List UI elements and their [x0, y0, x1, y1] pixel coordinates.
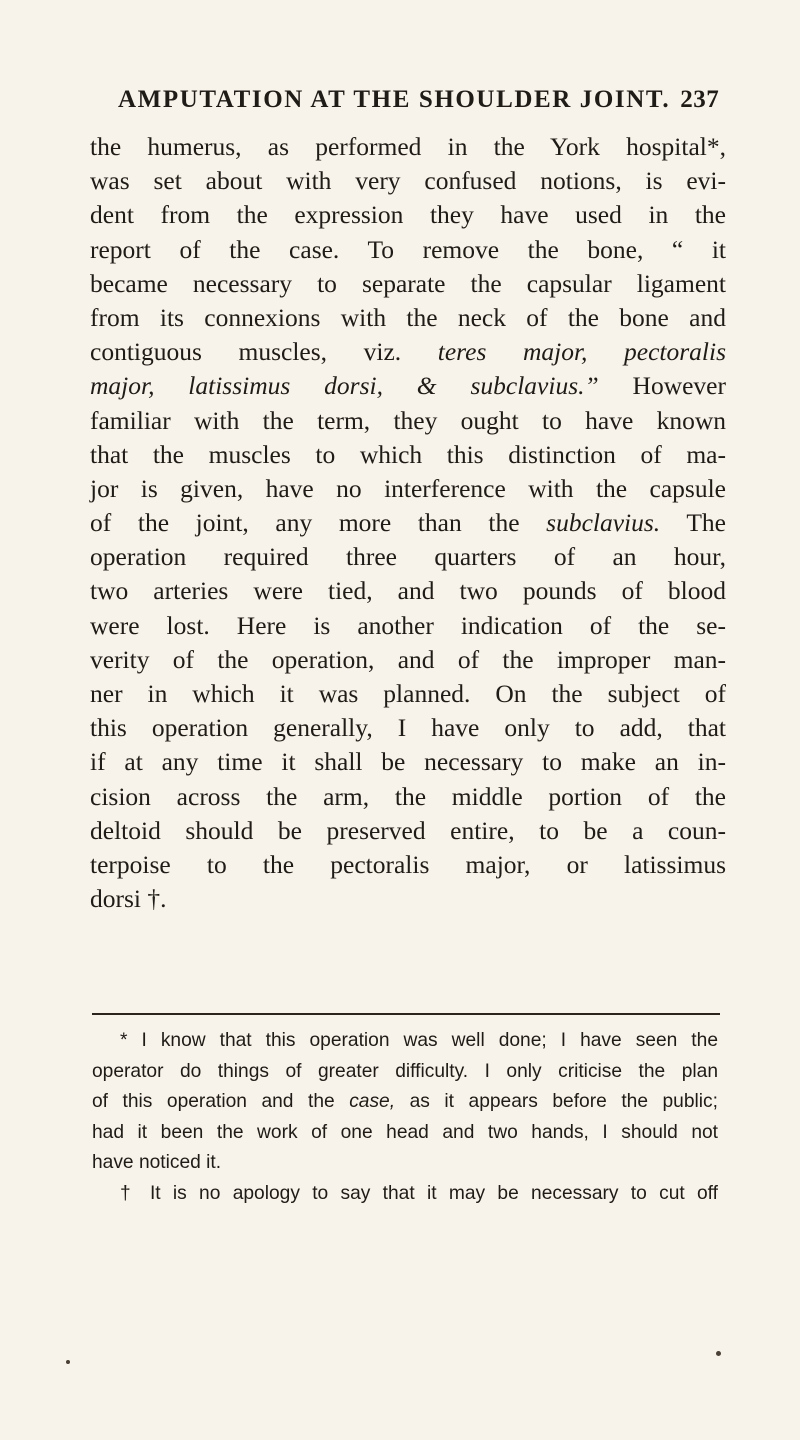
- text-line: dent from the expression they have used in the: [90, 200, 726, 230]
- text-span: The: [686, 508, 727, 538]
- footnote-line: * I know that this operation was well done; I have seen the: [120, 1030, 718, 1051]
- footnote-line: † It is no apology to say that it may be necessary to cut off: [120, 1182, 718, 1204]
- header-title: AMPUTATION AT THE SHOULDER JOINT.: [118, 86, 671, 113]
- text-line: from its connexions with the neck of the bone and: [90, 302, 726, 332]
- footnote-line: operator do things of greater difficulty. I only criticise the plan: [92, 1060, 718, 1082]
- main-text: [90, 130, 726, 916]
- italic-muscle-names: teres major, pectoralis: [437, 337, 727, 367]
- text-line: ner in which it was planned. On the subject of: [90, 679, 726, 708]
- text-span: However: [632, 371, 726, 401]
- text-line: were lost. Here is another indication of the se-: [90, 610, 726, 640]
- text-line: familiar with the term, they ought to have known: [90, 405, 726, 435]
- footnote-divider: [92, 1013, 720, 1015]
- text-span: contiguous muscles, viz.: [90, 337, 402, 367]
- text-line: verity of the operation, and of the improper man-: [90, 644, 726, 674]
- text-line: [90, 369, 726, 403]
- text-line: became necessary to separate the capsular ligament: [90, 268, 726, 298]
- text-line: jor is given, have no interference with the capsule: [90, 473, 726, 503]
- text-line: dorsi †.: [90, 884, 167, 914]
- italic-term: subclavius.: [546, 508, 661, 538]
- footnotes: [92, 1026, 718, 1209]
- footnote-line: have noticed it.: [92, 1152, 222, 1173]
- text-line: report of the case. To remove the bone, “ it: [90, 234, 726, 264]
- text-line: deltoid should be preserved entire, to be a coun-: [90, 815, 726, 845]
- text-span: as it appears before the public;: [409, 1091, 718, 1112]
- italic-term: case,: [349, 1091, 396, 1112]
- text-line: the humerus, as performed in the York hospital*,: [90, 132, 726, 161]
- text-line: [90, 506, 726, 540]
- text-line: if at any time it shall be necessary to make an in-: [90, 747, 726, 777]
- text-line: terpoise to the pectoralis major, or latissimus: [90, 849, 726, 879]
- text-span: of the joint, any more than the: [90, 508, 520, 538]
- text-line: this operation generally, I have only to add, that: [90, 713, 726, 743]
- page-number: 237: [680, 86, 720, 113]
- running-header: [118, 86, 718, 120]
- text-line: [90, 335, 726, 369]
- text-line: operation required three quarters of an hour,: [90, 542, 726, 572]
- text-line: that the muscles to which this distinction of ma-: [90, 439, 726, 469]
- text-line: cision across the arm, the middle portion of the: [90, 781, 726, 811]
- paper-speck: [716, 1351, 721, 1356]
- footnote-line: had it been the work of one head and two hands, I should not: [92, 1121, 718, 1143]
- text-line: two arteries were tied, and two pounds of blood: [90, 576, 726, 606]
- italic-muscle-names: major, latissimus dorsi, & subclavius.”: [90, 371, 599, 401]
- footnote-line: [92, 1087, 718, 1118]
- text-line: was set about with very confused notions, is evi-: [90, 166, 726, 196]
- paper-speck: [66, 1360, 70, 1364]
- text-span: of this operation and the: [92, 1091, 335, 1112]
